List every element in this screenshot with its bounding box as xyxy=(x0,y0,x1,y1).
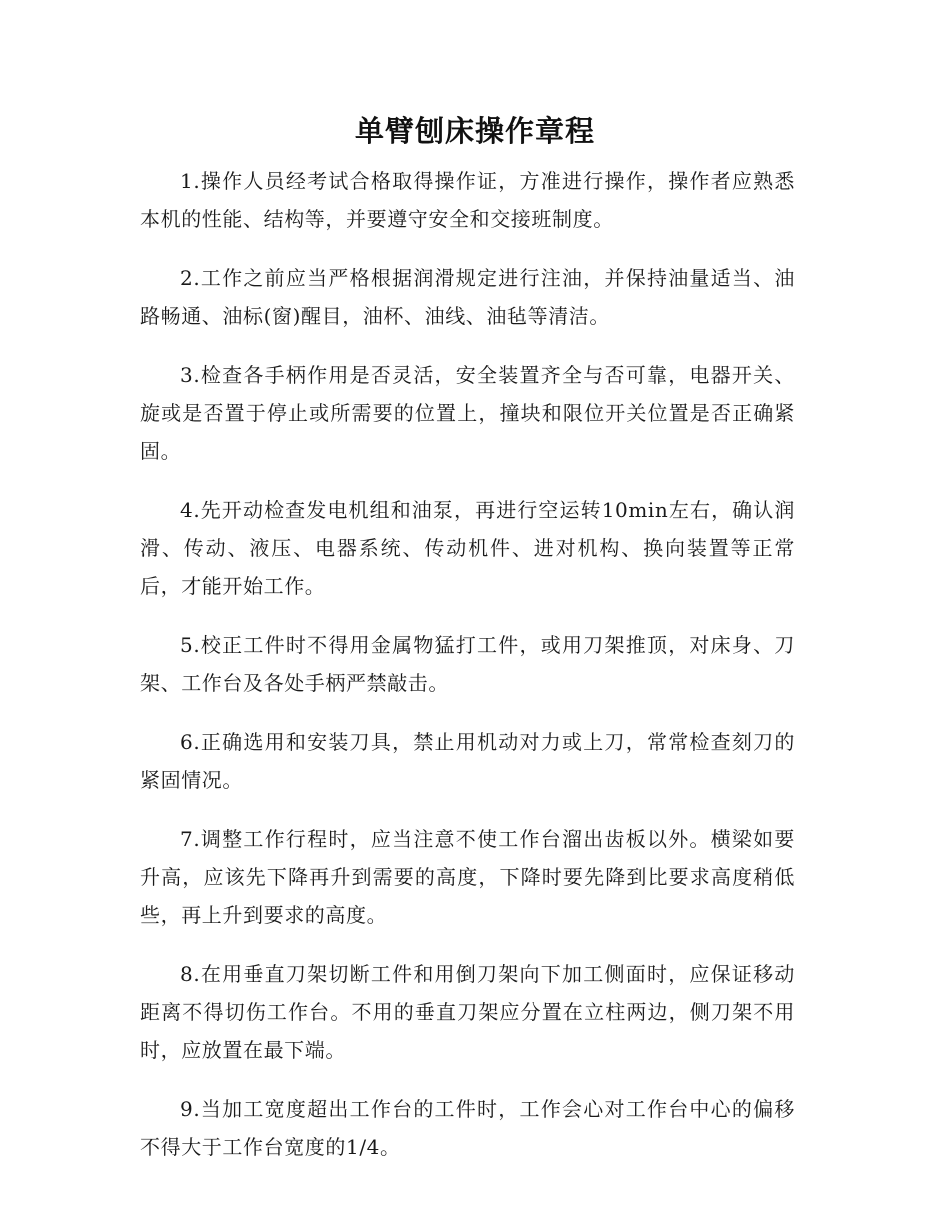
paragraph-3: 3.检查各手柄作用是否灵活，安全装置齐全与否可靠，电器开关、旋或是否置于停止或所需要的位置上，撞块和限位开关位置是否正确紧固。 xyxy=(140,363,795,463)
paragraph-7: 7.调整工作行程时，应当注意不使工作台溜出齿板以外。横梁如要升高，应该先下降再升到需要的高度，下降时要先降到比要求高度稍低些，再上升到要求的高度。 xyxy=(140,827,795,927)
document-body xyxy=(140,162,795,1187)
document-title: 单臂刨床操作章程 xyxy=(354,114,595,148)
paragraph-9: 9.当加工宽度超出工作台的工件时，工作会心对工作台中心的偏移不得大于工作台宽度的1/4。 xyxy=(140,1097,795,1159)
paragraph-1: 1.操作人员经考试合格取得操作证，方准进行操作，操作者应熟悉本机的性能、结构等，并要遵守安全和交接班制度。 xyxy=(140,169,795,231)
paragraph-4: 4.先开动检查发电机组和油泵，再进行空运转10min左右，确认润滑、传动、液压、电器系统、传动机件、进对机构、换向装置等正常后，才能开始工作。 xyxy=(140,498,795,598)
paragraph-2: 2.工作之前应当严格根据润滑规定进行注油，并保持油量适当、油路畅通、油标(窗)醒目，油杯、油线、油毡等清洁。 xyxy=(140,266,795,328)
paragraph-8: 8.在用垂直刀架切断工件和用倒刀架向下加工侧面时，应保证移动距离不得切伤工作台。不用的垂直刀架应分置在立柱两边，侧刀架不用时，应放置在最下端。 xyxy=(140,962,795,1062)
paragraph-5: 5.校正工件时不得用金属物猛打工件，或用刀架推顶，对床身、刀架、工作台及各处手柄严禁敲击。 xyxy=(140,633,795,695)
paragraph-6: 6.正确选用和安装刀具，禁止用机动对力或上刀，常常检查刻刀的紧固情况。 xyxy=(140,730,795,792)
